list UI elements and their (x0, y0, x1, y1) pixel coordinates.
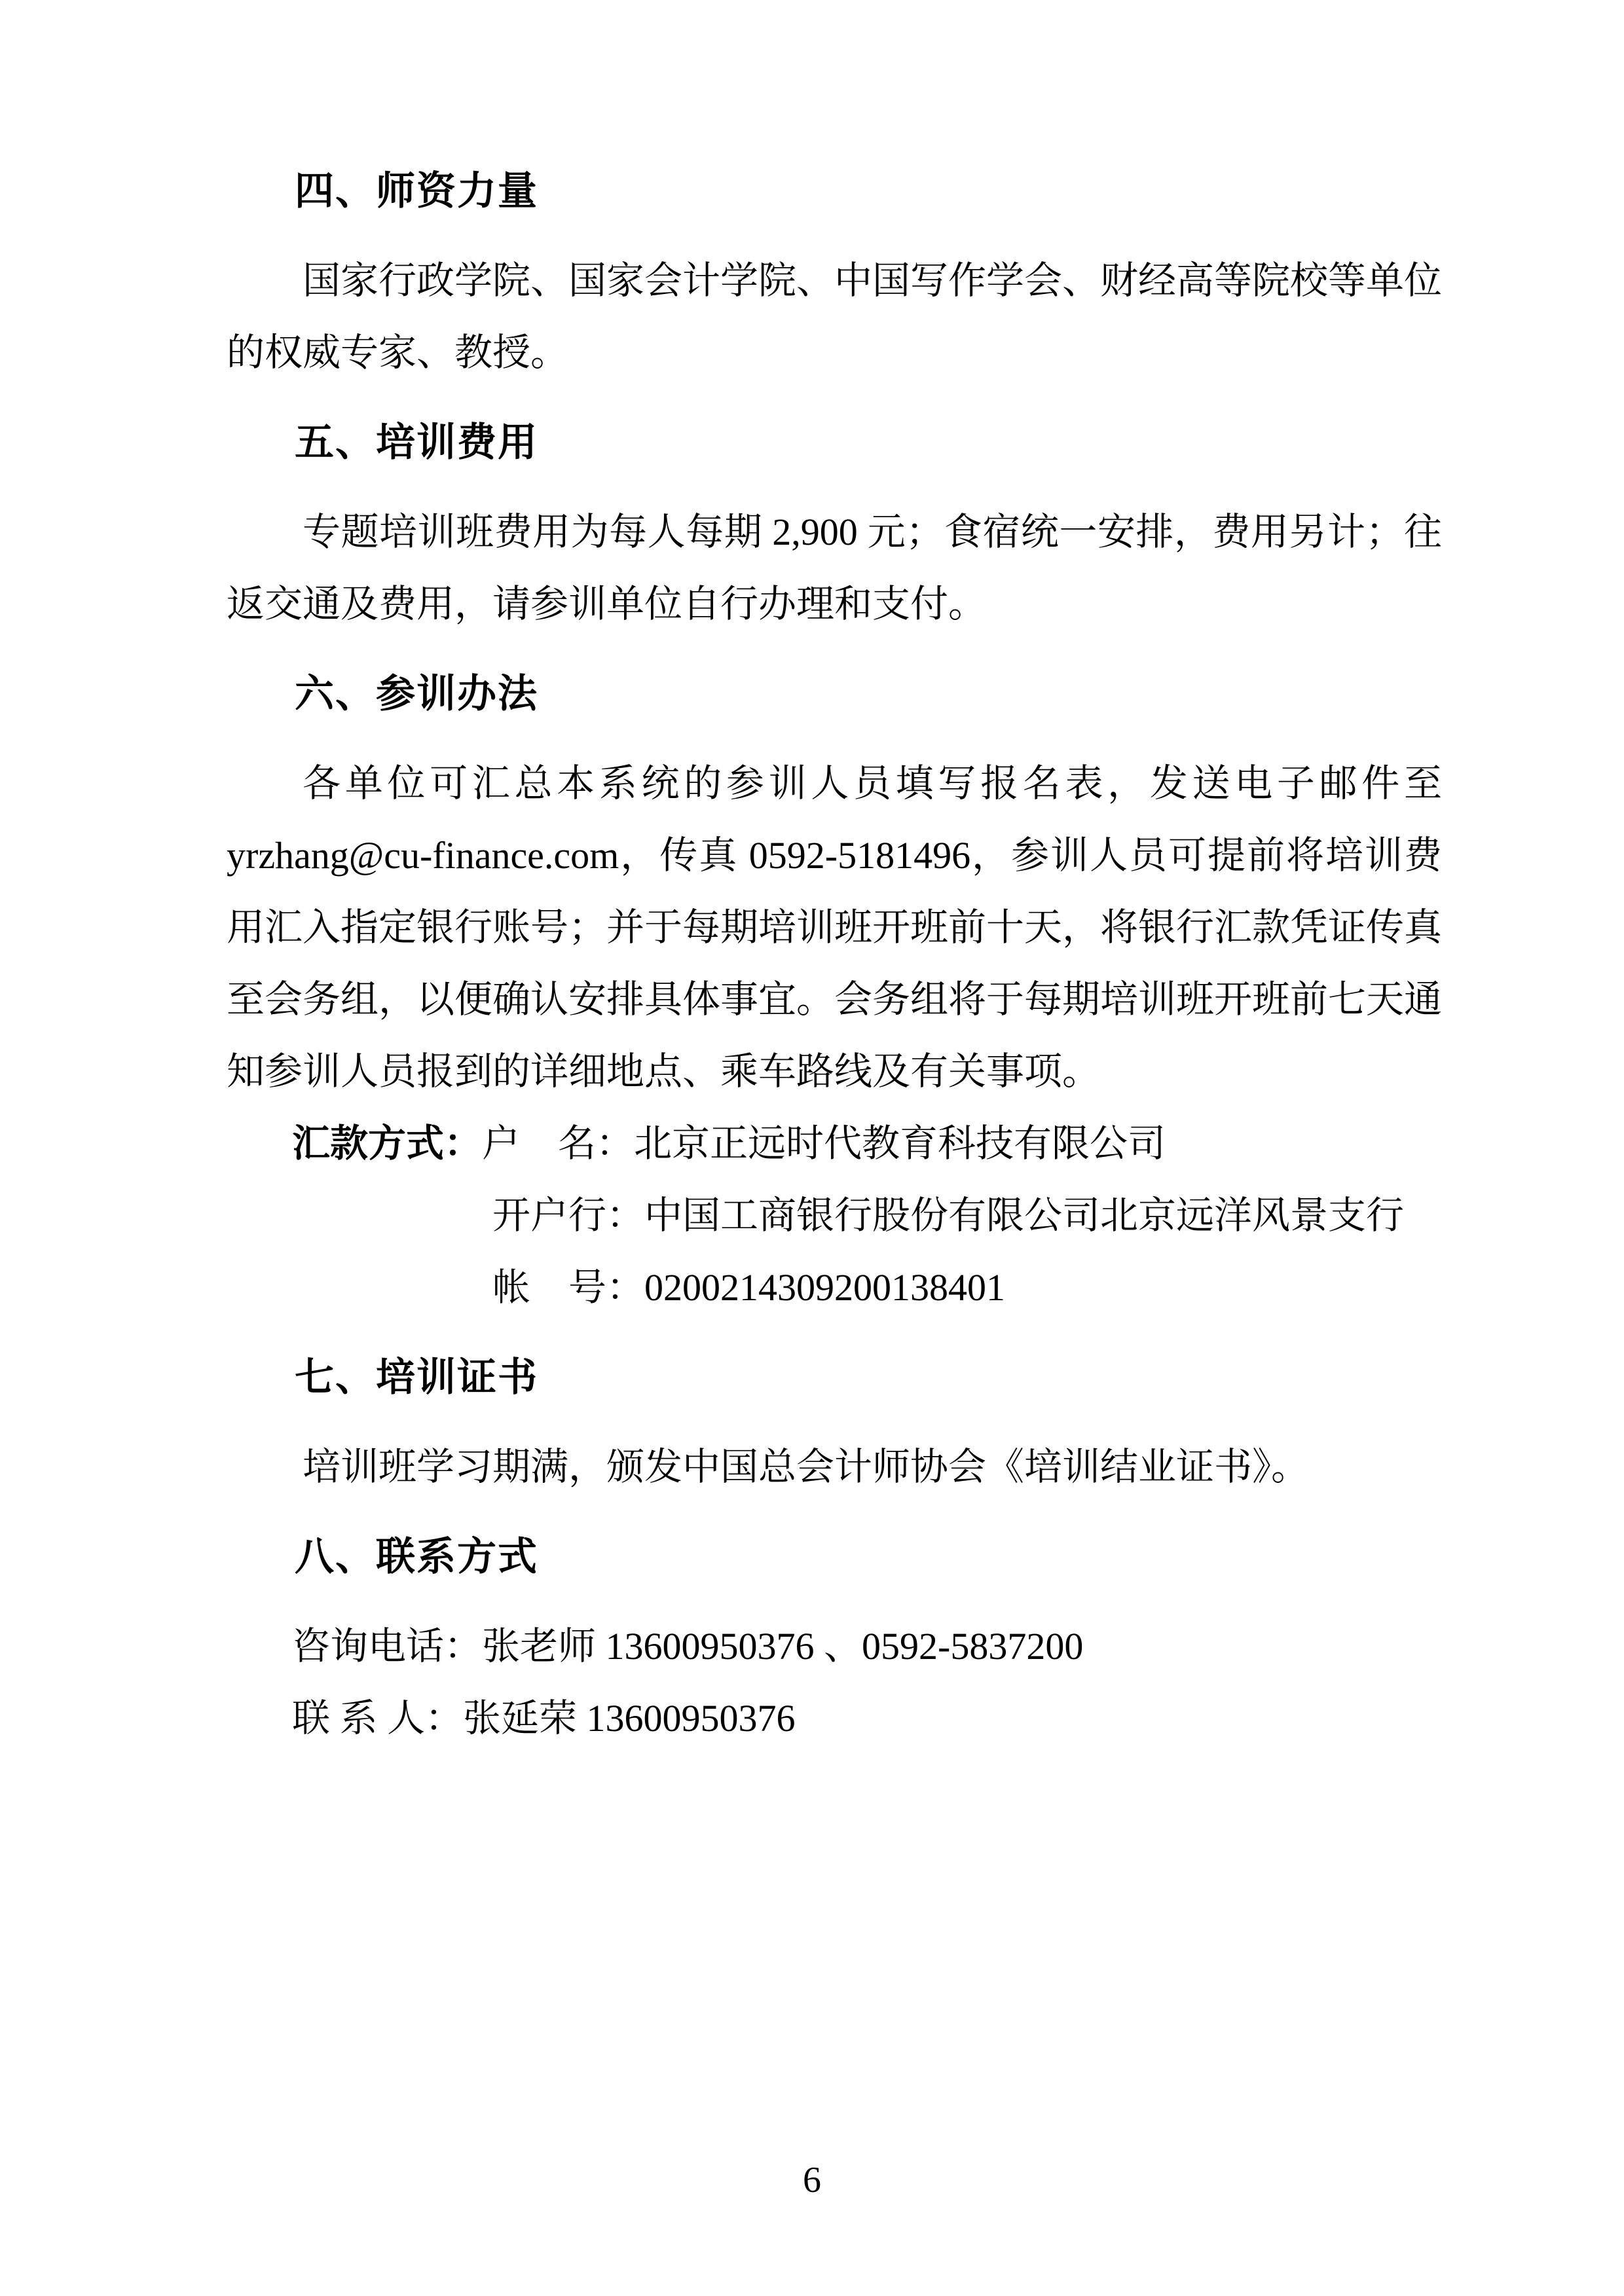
remittance-line-account-no (227, 1252, 1442, 1324)
remittance-line-bank (227, 1180, 1442, 1252)
section-body-teachers: 国家行政学院、国家会计学院、中国写作学会、财经高等院校等单位的权威专家、教授。 (227, 259, 1443, 374)
contact-phone-line: 咨询电话：张老师 13600950376 、0592-5837200 (292, 1625, 1084, 1667)
section-body-enrollment: 各单位可汇总本系统的参训人员填写报名表，发送电子邮件至yrzhang@cu-finance.com，传真 0592-5181496，参训人员可提前将培训费用汇入指定银行账号；并于每期培训班开班前十天，将银行汇款凭证传真至会务组，以便确认安排具体事宜。会务组将于每期培训班开班前七天通知参训人员报到的详细地点、乘车路线及有关事项。 (227, 762, 1443, 1093)
bank-value: 中国工商银行股份有限公司北京远洋风景支行 (644, 1194, 1405, 1237)
account-name-value: 北京正远时代教育科技有限公司 (634, 1122, 1166, 1165)
remittance-block (227, 1108, 1442, 1324)
contact-person-line: 联 系 人：张延荣 13600950376 (292, 1697, 796, 1740)
bank-label: 开户行： (492, 1194, 645, 1237)
remittance-line-account-name (227, 1108, 1442, 1180)
account-no-label: 帐 号： (492, 1266, 645, 1309)
account-no-value: 0200214309200138401 (644, 1266, 1006, 1309)
page-number: 6 (803, 2160, 821, 2200)
section-heading-teachers: 四、师资力量 (295, 169, 538, 213)
section-body-certificate: 培训班学习期满，颁发中国总会计师协会《培训结业证书》。 (303, 1446, 1310, 1488)
section-heading-contact: 八、联系方式 (295, 1535, 538, 1578)
section-heading-fees: 五、培训费用 (295, 420, 538, 464)
account-name-label: 户 名： (482, 1122, 635, 1165)
section-body-fees: 专题培训班费用为每人每期 2,900 元；食宿统一安排，费用另计；往返交通及费用，请参训单位自行办理和支付。 (227, 511, 1442, 625)
remittance-method-label: 汇款方式： (292, 1122, 483, 1165)
section-heading-certificate: 七、培训证书 (295, 1355, 538, 1399)
section-heading-enrollment: 六、参训办法 (295, 672, 538, 716)
